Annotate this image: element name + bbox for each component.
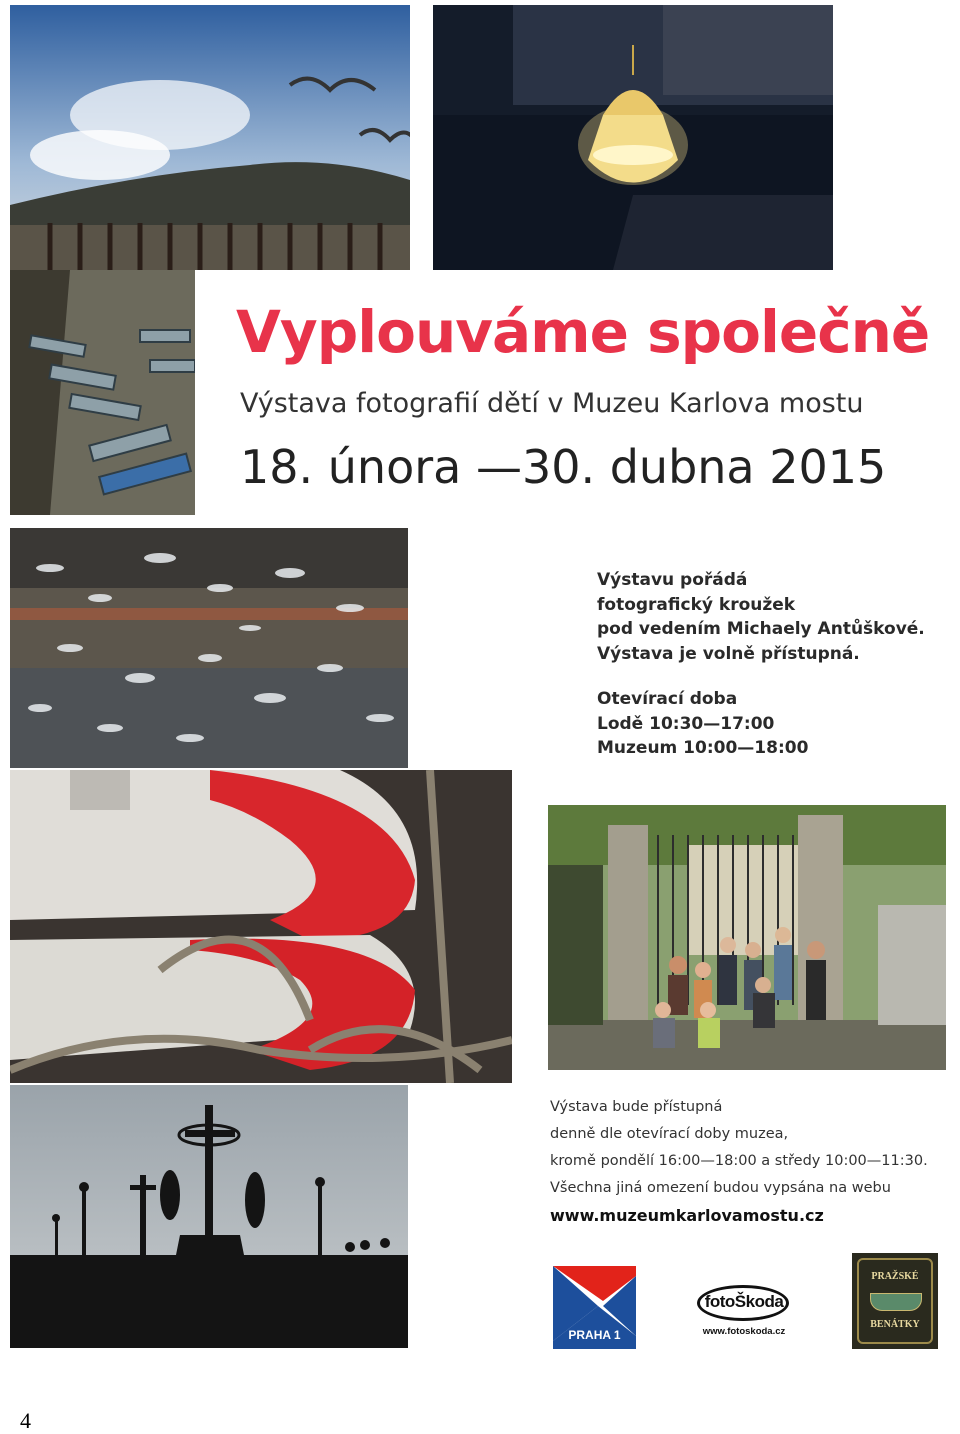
page-number: 4 (20, 1408, 31, 1433)
access-line: denně dle otevírací doby muzea, (550, 1126, 789, 1142)
access-info (550, 1094, 928, 1229)
access-line: kromě pondělí 16:00—18:00 a středy 10:00—11:30. (550, 1153, 928, 1169)
organizer-info (597, 568, 925, 666)
prazske-benatky-logo (852, 1253, 938, 1349)
fotoskoda-logo (694, 1280, 794, 1342)
organizer-line: Výstavu pořádá (597, 570, 748, 590)
website-link[interactable]: www.muzeumkarlovamostu.cz (550, 1206, 824, 1225)
photo-bridge-silhouette (10, 1085, 408, 1348)
praha1-label: PRAHA 1 (568, 1328, 621, 1342)
exhibition-dates: 18. února —30. dubna 2015 (240, 440, 887, 494)
fotoskoda-wordmark: fotoŠkoda (704, 1292, 784, 1311)
access-line: Výstava bude přístupná (550, 1099, 723, 1115)
boat-icon (870, 1293, 922, 1311)
benatky-bottom-label: BENÁTKY (870, 1319, 920, 1330)
praha1-logo (553, 1266, 636, 1349)
photo-river-gulls (10, 5, 410, 270)
hours-museum: Muzeum 10:00—18:00 (597, 738, 809, 758)
organizer-line: Výstava je volně přístupná. (597, 643, 860, 664)
fotoskoda-url: www.fotoskoda.cz (702, 1326, 786, 1337)
hours-boats: Lodě 10:30—17:00 (597, 713, 775, 734)
photo-chandelier (433, 5, 833, 270)
poster-subtitle: Výstava fotografií dětí v Muzeu Karlova mostu (240, 388, 864, 419)
photo-lifebuoy (10, 770, 512, 1083)
benatky-top-label: PRAŽSKÉ (871, 1271, 919, 1282)
access-line: Všechna jiná omezení budou vypsána na webu (550, 1180, 891, 1196)
organizer-line: pod vedením Michaely Antůškové. (597, 619, 925, 639)
photo-river-boats (10, 270, 195, 515)
organizer-line: fotografický kroužek (597, 594, 796, 615)
opening-hours-heading: Otevírací doba (597, 689, 738, 709)
poster-title: Vyplouváme společně (236, 298, 930, 366)
photo-flying-gulls (10, 528, 408, 768)
opening-hours (597, 687, 808, 761)
photo-group-children (548, 805, 946, 1070)
